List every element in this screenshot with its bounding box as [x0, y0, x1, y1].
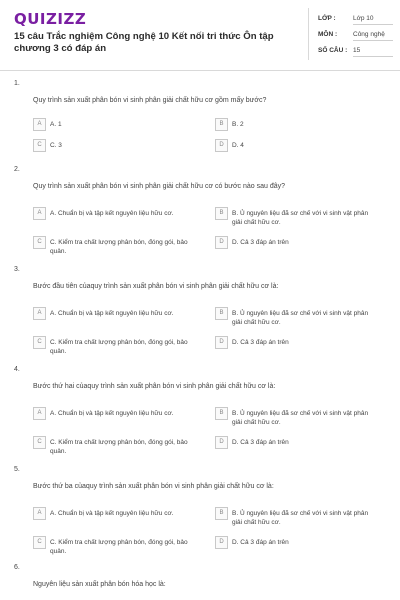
- meta-key: SỐ CÂU :: [318, 47, 348, 54]
- option-letter: D: [215, 536, 228, 549]
- meta-key: MÔN :: [318, 31, 338, 38]
- option-letter: B: [215, 407, 228, 420]
- option-text: A. 1: [50, 121, 62, 128]
- worksheet-header: [0, 0, 400, 71]
- option-text: D. Cả 3 đáp án trên: [232, 539, 289, 546]
- option-letter: A: [33, 118, 46, 131]
- question-text: Nguyên liệu sản xuất phân bón hóa học là:: [33, 581, 166, 588]
- header-divider: [308, 8, 309, 60]
- option-text: B. Ủ nguyên liệu đã sơ chế với vi sinh vật phân giải chất hữu cơ.: [232, 410, 369, 426]
- page-title: 15 câu Trắc nghiệm Công nghệ 10 Kết nối tri thức Ôn tập chương 3 có đáp án: [14, 31, 274, 54]
- question-text: Bước thứ hai củaquy trình sản xuất phân bón vi sinh phân giải chất hữu cơ là:: [33, 383, 276, 390]
- question-number: 1.: [14, 80, 20, 87]
- option-letter: C: [33, 336, 46, 349]
- option-text: D. Cả 3 đáp án trên: [232, 239, 289, 246]
- option-letter: A: [33, 507, 46, 520]
- option-letter: C: [33, 436, 46, 449]
- option-letter: D: [215, 236, 228, 249]
- option-letter: C: [33, 536, 46, 549]
- meta-value: 15: [353, 47, 393, 57]
- option-text: C. Kiểm tra chất lượng phân bón, đóng gói, bảo quản.: [50, 339, 188, 355]
- option-text: A. Chuẩn bị và tập kết nguyên liệu hữu cơ.: [50, 510, 174, 517]
- option-letter: A: [33, 407, 46, 420]
- meta-value: Công nghệ: [353, 31, 393, 41]
- question-text: Bước đầu tiên củaquy trình sản xuất phân bón vi sinh phân giải chất hữu cơ là:: [33, 283, 279, 290]
- option-text: C. Kiểm tra chất lượng phân bón, đóng gói, bảo quản.: [50, 539, 188, 555]
- question-text: Quy trình sản xuất phân bón vi sinh phân giải chất hữu cơ gồm mấy bước?: [33, 97, 267, 104]
- option-letter: A: [33, 307, 46, 320]
- option-text: A. Chuẩn bị và tập kết nguyên liệu hữu cơ.: [50, 210, 174, 217]
- meta-row-count: [318, 44, 394, 60]
- question-number: 4.: [14, 366, 20, 373]
- option-text: B. 2: [232, 121, 244, 128]
- option-letter: C: [33, 139, 46, 152]
- option-letter: B: [215, 118, 228, 131]
- option-text: A. Chuẩn bị và tập kết nguyên liệu hữu cơ.: [50, 310, 174, 317]
- option-letter: B: [215, 507, 228, 520]
- question-number: 3.: [14, 266, 20, 273]
- meta-value: Lớp 10: [353, 15, 393, 25]
- meta-table: [318, 12, 394, 60]
- option-letter: B: [215, 307, 228, 320]
- option-text: C. Kiểm tra chất lượng phân bón, đóng gói, bảo quản.: [50, 439, 188, 455]
- option-text: D. 4: [232, 142, 244, 149]
- option-letter: D: [215, 139, 228, 152]
- option-text: B. Ủ nguyên liệu đã sơ chế với vi sinh vật phân giải chất hữu cơ.: [232, 310, 369, 326]
- meta-key: LỚP :: [318, 15, 336, 22]
- meta-row-class: [318, 12, 394, 28]
- option-letter: B: [215, 207, 228, 220]
- quizizz-logo: QUIZIZZ: [14, 10, 87, 28]
- option-text: B. Ủ nguyên liệu đã sơ chế với vi sinh vật phân giải chất hữu cơ.: [232, 510, 369, 526]
- option-letter: D: [215, 436, 228, 449]
- option-text: C. Kiểm tra chất lượng phân bón, đóng gói, bảo quản.: [50, 239, 188, 255]
- option-text: B. Ủ nguyên liệu đã sơ chế với vi sinh vật phân giải chất hữu cơ.: [232, 210, 369, 226]
- option-text: D. Cả 3 đáp án trên: [232, 339, 289, 346]
- option-text: C. 3: [50, 142, 62, 149]
- question-text: Quy trình sản xuất phân bón vi sinh phân giải chất hữu cơ có bước nào sau đây?: [33, 183, 286, 190]
- question-number: 5.: [14, 466, 20, 473]
- meta-row-subject: [318, 28, 394, 44]
- option-letter: A: [33, 207, 46, 220]
- option-text: A. Chuẩn bị và tập kết nguyên liệu hữu cơ.: [50, 410, 174, 417]
- question-number: 2.: [14, 166, 20, 173]
- question-number: 6.: [14, 564, 20, 571]
- option-letter: C: [33, 236, 46, 249]
- option-letter: D: [215, 336, 228, 349]
- question-text: Bước thứ ba củaquy trình sản xuất phân bón vi sinh phân giải chất hữu cơ là:: [33, 483, 274, 490]
- option-text: D. Cả 3 đáp án trên: [232, 439, 289, 446]
